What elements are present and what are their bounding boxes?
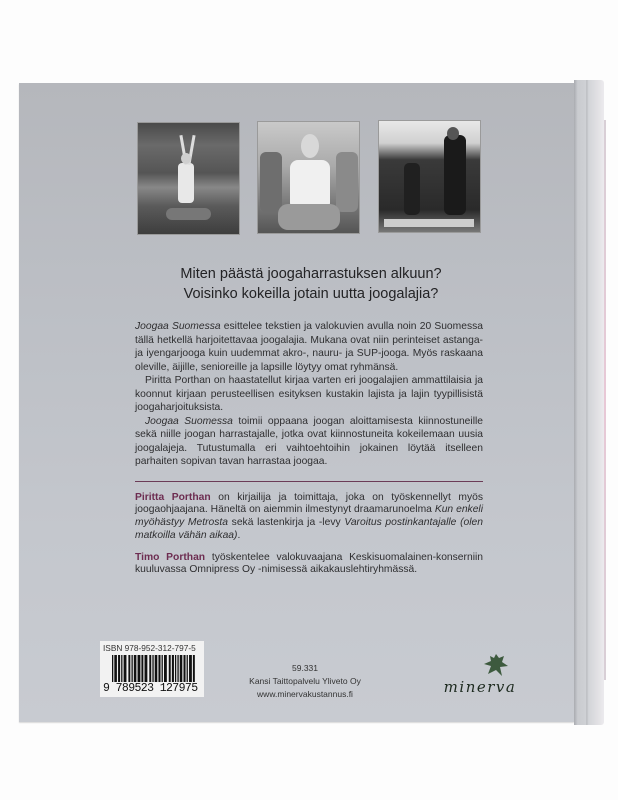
bio-text: sekä lastenkirja ja -levy	[227, 517, 345, 529]
cover-credit: Kansi Taittopalvelu Yliveto Oy	[249, 676, 361, 686]
barcode-bar	[155, 655, 158, 682]
author-bio	[135, 492, 483, 543]
barcode-digits: 9 789523 127975	[103, 682, 198, 695]
isbn-barcode	[100, 641, 204, 697]
barcode-bar	[112, 655, 113, 682]
blurb-paragraph	[135, 320, 483, 374]
barcode-bar	[164, 655, 167, 682]
minerva-logo	[440, 650, 520, 700]
barcode-bar	[149, 655, 151, 682]
blurb-paragraph	[135, 415, 483, 469]
barcode-bar	[152, 655, 153, 682]
book-title: Joogaa Suomessa	[135, 321, 221, 332]
barcode-bar	[121, 655, 122, 682]
bio-text: työskentelee valokuvaajana Keskisuomalainen-konserniin kuuluvassa Omnipress Oy -nimisessä aikakauslehtiryhmässä.	[135, 551, 483, 576]
barcode-bars	[112, 655, 196, 682]
barcode-bar	[183, 655, 185, 682]
barcode-bar	[134, 655, 137, 682]
barcode-bar	[158, 655, 160, 682]
divider-line	[135, 481, 483, 482]
text-column	[135, 320, 483, 577]
barcode-bar	[162, 655, 163, 682]
author-work: Varoitus postinkantajalle (olen matkoilla vähän aikaa)	[135, 517, 483, 541]
headline-line-2: Voisinko kokeilla jotain uutta joogalajia?	[183, 286, 439, 302]
headline-line-1: Miten päästä joogaharrastuksen alkuun?	[180, 266, 442, 282]
barcode-bar	[138, 655, 141, 682]
classification-code: 59.331	[292, 663, 318, 673]
photo-seated-yoga-group	[257, 121, 360, 234]
bio-text: .	[237, 529, 241, 541]
blurb	[135, 320, 483, 469]
blurb-text: esittelee tekstien ja valokuvien avulla noin 20 Suomessa tällä hetkellä harjoitettavaa joogalajia. Mukana ovat niin perinteiset astanga- ja iyengarjooga kuin uudemmat akro-, nauru- ja SUP-jooga. Myös raskaana oleville, äijille, senioreille ja lapsille löytyy omat ryhmänsä.	[135, 321, 483, 373]
blurb-paragraph: Piritta Porthan on haastatellut kirjaa varten eri joogalajien ammattilaisia ja koonnut kirjaan perusteellisen esityksen kustakin lajista ja lajin tyypillisistä joogaharjoituksista.	[135, 375, 483, 413]
cover-headline	[0, 264, 618, 304]
barcode-bar	[172, 655, 174, 682]
barcode-bar	[145, 655, 148, 682]
photographer-bio	[135, 552, 483, 578]
barcode-bar	[131, 655, 132, 682]
photographer-name: Timo Porthan	[135, 551, 206, 563]
bio-text: on kirjailija ja toimittaja, joka on työskennellyt myös joogaohjaajana. Häneltä on aiemmin ilmestynyt draamarunoelma	[135, 491, 483, 516]
barcode-bar	[124, 655, 127, 682]
barcode-bar	[189, 655, 192, 682]
publisher-website: www.minervakustannus.fi	[257, 689, 353, 699]
book-title: Joogaa Suomessa	[145, 415, 233, 427]
owl-icon	[482, 652, 510, 678]
author-work: Kun enkeli myöhästyy Metrosta	[135, 504, 483, 529]
barcode-bar	[114, 655, 117, 682]
barcode-bar	[175, 655, 176, 682]
barcode-bar	[193, 655, 195, 682]
barcode-bar	[141, 655, 143, 682]
barcode-bar	[187, 655, 188, 682]
barcode-bar	[177, 655, 178, 682]
spine-title-strip	[604, 120, 606, 680]
author-name: Piritta Porthan	[135, 491, 211, 503]
isbn-number: ISBN 978-952-312-797-5	[103, 643, 196, 653]
colophon	[220, 662, 390, 701]
photo-sup-yoga	[137, 122, 240, 235]
blurb-text: toimii oppaana joogan aloittamisesta kiinnostuneille sekä niille joogan harrastajalle, jotka ovat kiinnostuneita kokeilemaan uusia joogalajeja. Tutustumalla eri vaihtoehtoihin jokainen löytää itselleen parhaiten sopivan tavan harrastaa joogaa.	[135, 415, 483, 467]
publisher-logo-text: minerva	[443, 678, 517, 696]
barcode-bar	[180, 655, 183, 682]
barcode-bar	[118, 655, 120, 682]
barcode-bar	[128, 655, 130, 682]
photo-yoga-class-instructor	[378, 120, 481, 233]
barcode-bar	[169, 655, 171, 682]
book-spine	[574, 80, 604, 725]
